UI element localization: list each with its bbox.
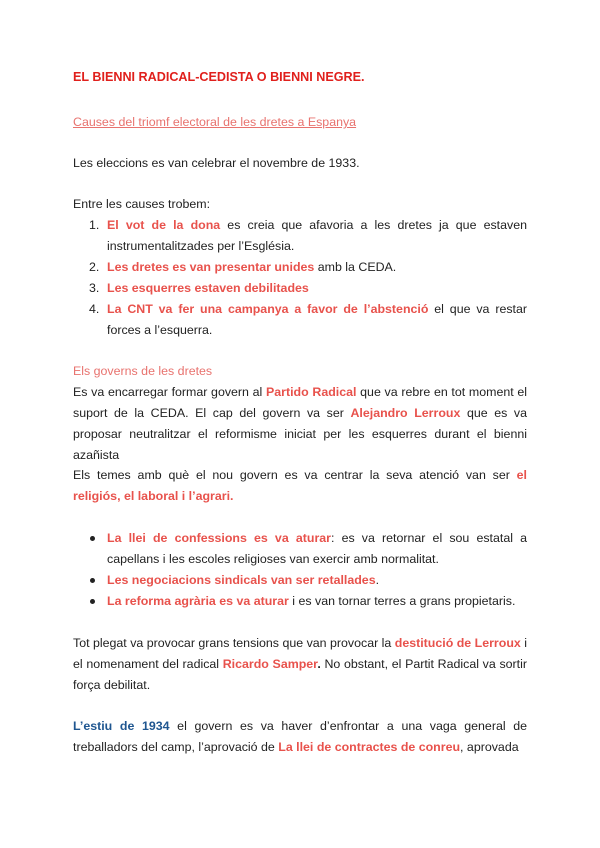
list-number: 1. — [89, 218, 100, 232]
cause-highlight: Les dretes es van presentar unides — [107, 260, 315, 274]
list-item — [73, 299, 527, 341]
cause-text: el que va restar forces a l’esquerra. — [107, 302, 527, 337]
measure-text: : es va retornar el sou estatal a capellans i les escoles religioses van exercir amb normalitat. — [107, 531, 527, 566]
list-item — [73, 257, 527, 278]
text: No obstant, el Partit Radical va sortir força debilitat. — [73, 657, 527, 692]
text: . — [317, 657, 321, 671]
paragraph-themes — [73, 465, 527, 507]
measures-list — [73, 528, 527, 612]
list-item — [73, 278, 527, 299]
cause-highlight: Les esquerres estaven debilitades — [107, 281, 309, 295]
cause-highlight: El vot de la dona — [107, 218, 221, 232]
measure-text: . — [375, 573, 380, 587]
causes-list — [73, 215, 527, 341]
list-item — [73, 570, 527, 591]
paragraph-tension — [73, 633, 527, 696]
list-number: 4. — [89, 302, 100, 316]
cause-text: amb la CEDA. — [314, 260, 397, 274]
list-item — [73, 528, 527, 570]
bullet-icon — [90, 578, 95, 583]
section-heading-governments: Els governs de les dretes — [73, 364, 213, 378]
text: que es va proposar neutralitzar el reformisme iniciat per les esquerres durant el bienni azañista — [73, 406, 528, 462]
document-title: EL BIENNI RADICAL-CEDISTA O BIENNI NEGRE. — [73, 70, 365, 84]
text: Es va encarregar formar govern al — [73, 385, 266, 399]
paragraph-government — [73, 382, 527, 466]
section-heading-causes[interactable]: Causes del triomf electoral de les dretes a Espanya — [73, 115, 357, 129]
text: Tot plegat va provocar grans tensions que van provocar la — [73, 636, 395, 650]
measure-highlight: La reforma agrària es va aturar — [107, 594, 289, 608]
cause-highlight: La CNT va fer una campanya a favor de l’abstenció — [107, 302, 429, 316]
paragraph-summer-1934 — [73, 716, 527, 758]
highlight-summer-1934: L’estiu de 1934 — [73, 719, 170, 733]
list-item — [73, 215, 527, 257]
measure-highlight: Les negociacions sindicals van ser retallades — [107, 573, 376, 587]
text: que va rebre en tot moment el suport de la CEDA. El cap del govern va ser — [73, 385, 528, 420]
cause-text: es creia que afavoria a les dretes ja que estaven instrumentalitzades per l’Església. — [107, 218, 527, 253]
text: i el nomenament del radical — [73, 636, 527, 671]
text: , aprovada — [460, 740, 519, 754]
paragraph-elections: Les eleccions es van celebrar el novembre de 1933. — [73, 156, 360, 170]
list-number: 2. — [89, 260, 100, 274]
list-item — [73, 591, 527, 612]
highlight-destitucio: destitució de Lerroux — [394, 636, 521, 650]
measure-text: i es van tornar terres a grans propietaris. — [288, 594, 516, 608]
bullet-icon — [90, 599, 95, 604]
text: Els temes amb què el nou govern es va centrar la seva atenció van ser — [73, 468, 510, 482]
measure-highlight: La llei de confessions es va aturar — [107, 531, 331, 545]
highlight-themes: el religiós, el laboral i l’agrari. — [73, 468, 527, 503]
list-number: 3. — [89, 281, 100, 295]
highlight-partido-radical: Partido Radical — [266, 385, 357, 399]
paragraph-causes-intro: Entre les causes trobem: — [73, 197, 211, 211]
bullet-icon — [90, 536, 95, 541]
highlight-llei-contractes: La llei de contractes de conreu — [278, 740, 461, 754]
text: el govern es va haver d’enfrontar a una vaga general de treballadors del camp, l’aprovació de — [73, 719, 528, 754]
highlight-samper: Ricardo Samper — [222, 657, 318, 671]
highlight-lerroux: Alejandro Lerroux — [350, 406, 461, 420]
